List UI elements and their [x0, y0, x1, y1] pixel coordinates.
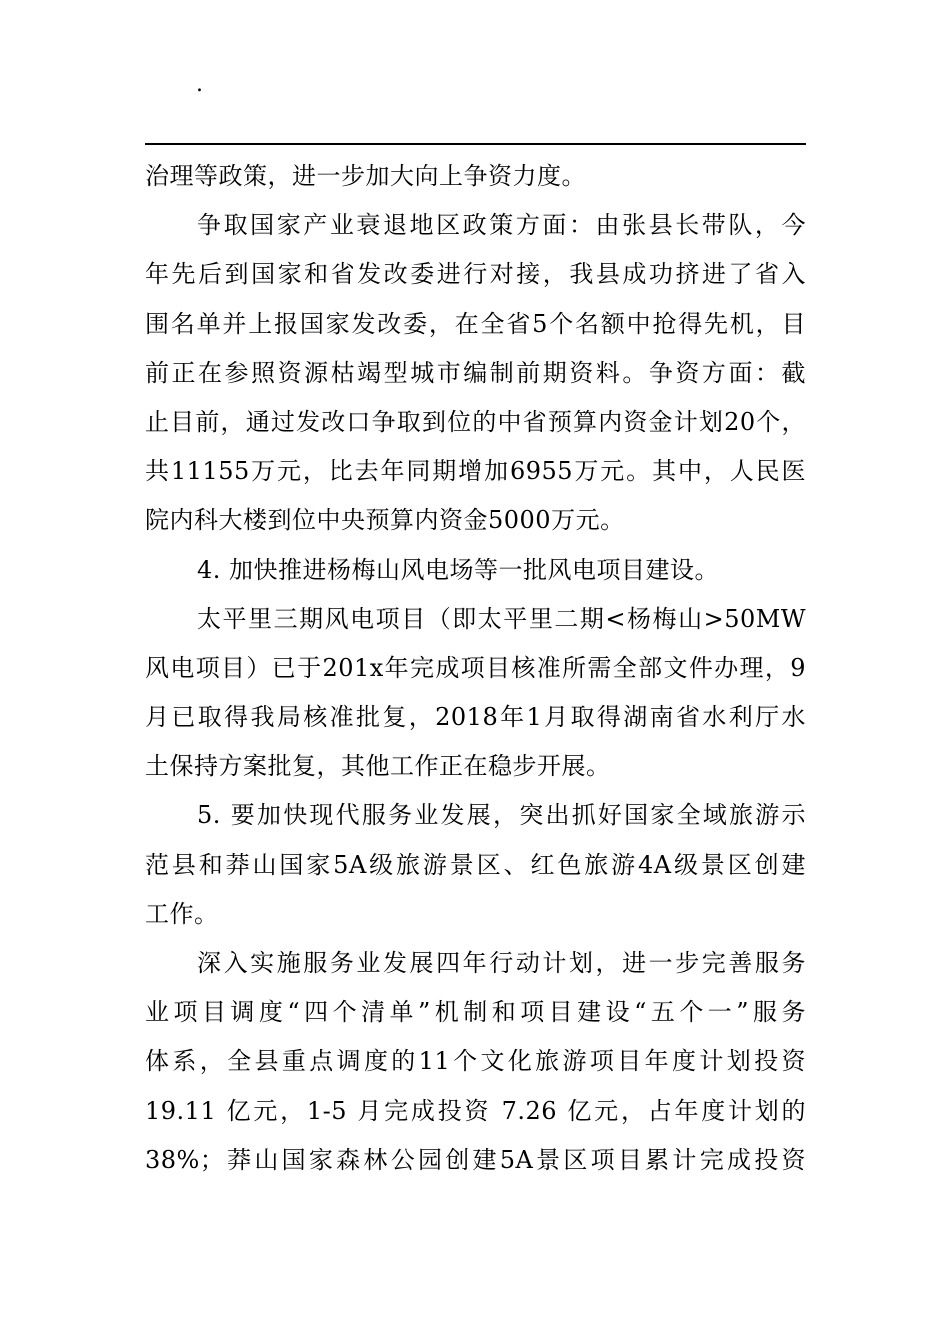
text-line: 土保持方案批复，其他工作正在稳步开展。	[145, 752, 611, 781]
text-line: 围名单并上报国家发改委，在全省5个名额中抢得先机，目	[145, 309, 806, 338]
text-line: 院内科大楼到位中央预算内资金5000万元。	[145, 506, 625, 535]
text-line: 年先后到国家和省发改委进行对接，我县成功挤进了省入	[145, 260, 806, 289]
section-heading: 范县和莽山国家5A级旅游景区、红色旅游4A级景区创建	[145, 850, 806, 879]
text-line: 风电项目）已于201x年完成项目核准所需全部文件办理，9	[145, 653, 806, 682]
header-dot: .	[196, 72, 203, 97]
text-line: 19.11 亿元，1-5 月完成投资 7.26 亿元，占年度计划的	[145, 1096, 806, 1125]
section-heading: 5. 要加快现代服务业发展，突出抓好国家全域旅游示	[197, 801, 806, 830]
text-line: 共11155万元，比去年同期增加6955万元。其中，人民医	[145, 457, 806, 486]
text-line: 太平里三期风电项目（即太平里二期<杨梅山>50MW	[197, 604, 806, 633]
text-line: 治理等政策，进一步加大向上争资力度。	[145, 162, 586, 190]
header-rule	[145, 143, 806, 145]
text-line: 业项目调度“四个清单”机制和项目建设“五个一”服务	[145, 998, 806, 1027]
section-heading: 工作。	[145, 899, 219, 928]
document-body	[145, 152, 806, 1185]
text-line: 前正在参照资源枯竭型城市编制前期资料。争资方面：截	[145, 358, 806, 387]
text-line: 38%；莽山国家森林公园创建5A景区项目累计完成投资	[145, 1145, 806, 1174]
text-line: 体系，全县重点调度的11个文化旅游项目年度计划投资	[145, 1047, 806, 1076]
section-heading: 4. 加快推进杨梅山风电场等一批风电项目建设。	[197, 555, 720, 584]
text-line: 止目前，通过发改口争取到位的中省预算内资金计划20个，	[145, 407, 806, 436]
text-line: 争取国家产业衰退地区政策方面：由张县长带队，今	[197, 211, 806, 240]
text-line: 深入实施服务业发展四年行动计划，进一步完善服务	[197, 949, 806, 977]
text-line: 月已取得我局核准批复，2018年1月取得湖南省水利厅水	[145, 703, 806, 732]
